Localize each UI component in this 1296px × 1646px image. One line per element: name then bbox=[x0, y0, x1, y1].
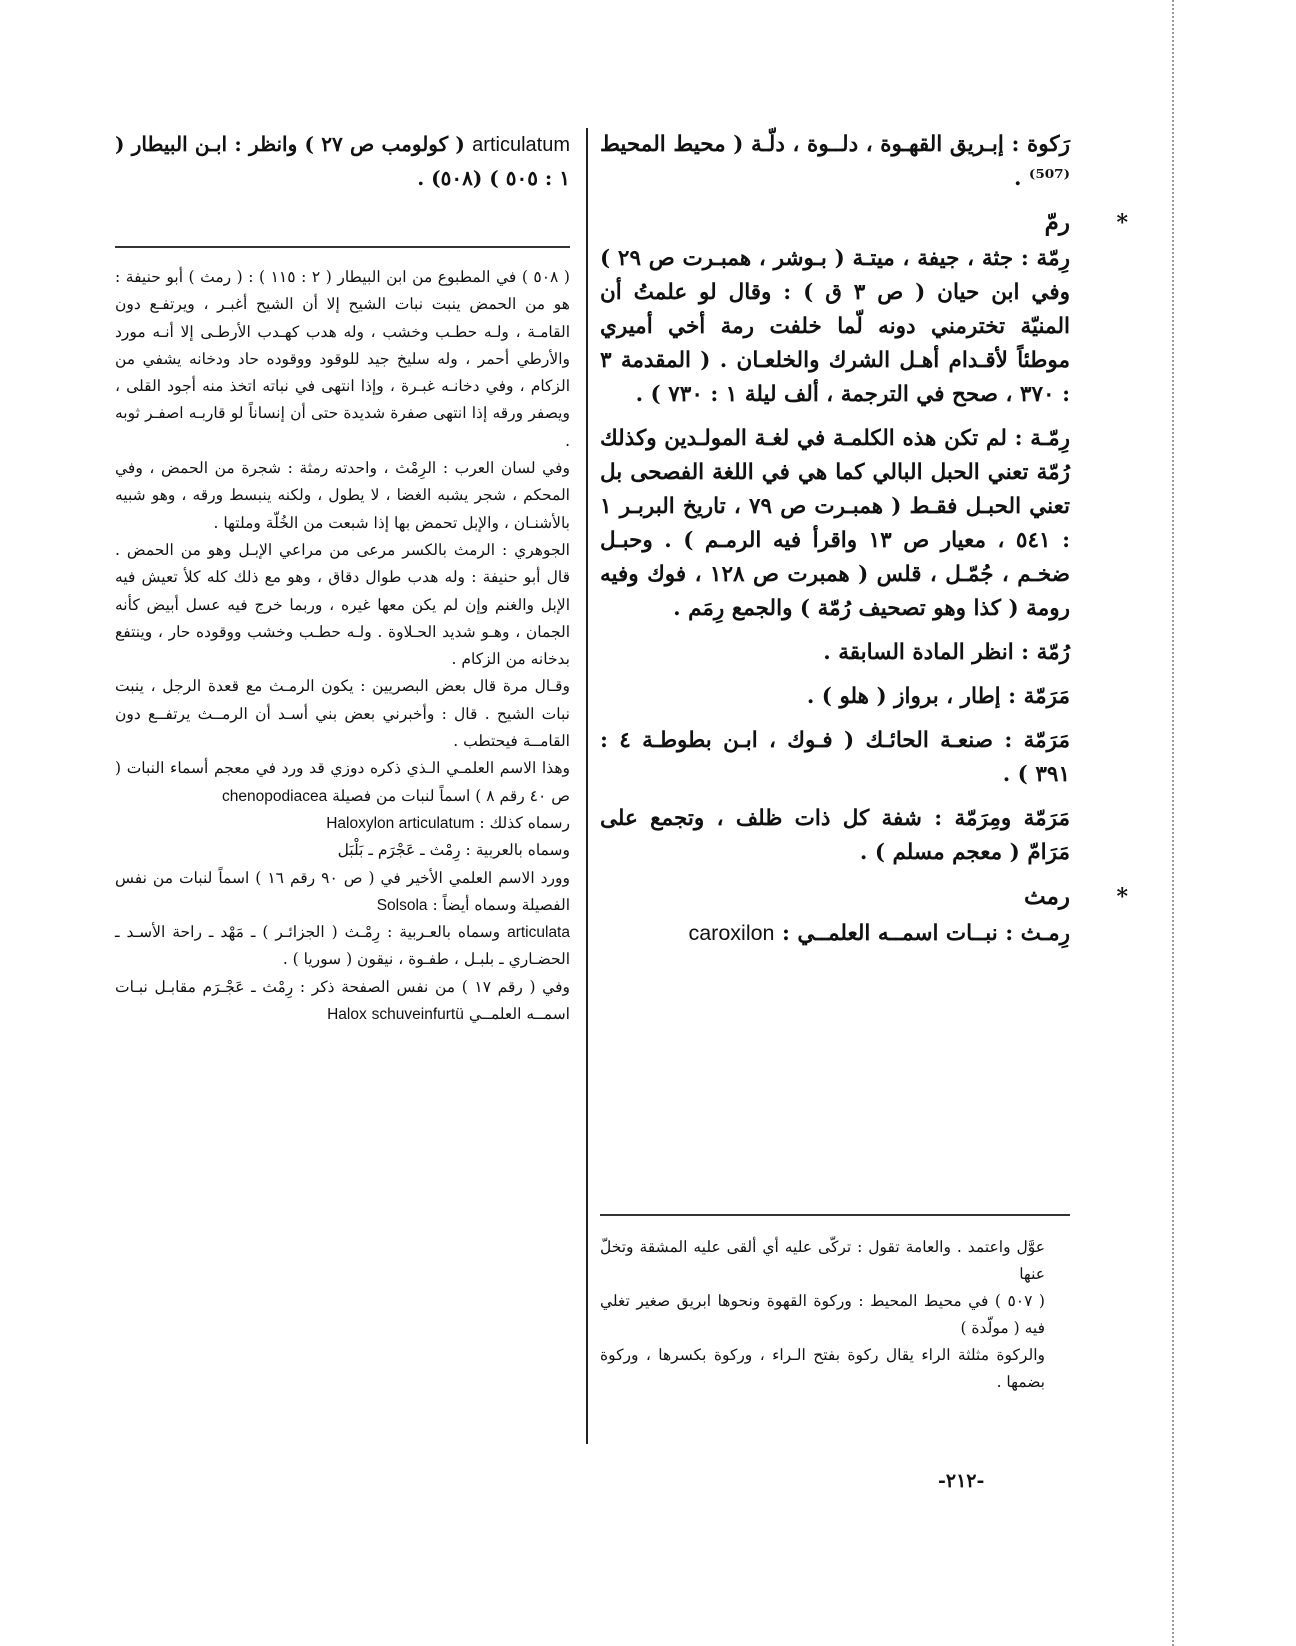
entry-maramma-lip: مَرَمّة ومِرَمّة : شفة كل ذات ظلف ، وتجمع على مَرَامّ ( معجم مسلم ) . bbox=[600, 806, 1070, 865]
footnote-rule-left bbox=[115, 246, 570, 248]
asterisk-icon: * bbox=[1116, 884, 1128, 910]
haloxylon-label: رسماه كذلك : bbox=[479, 813, 570, 832]
footnote-scientific bbox=[115, 755, 570, 810]
heading-rmth-text: رمث bbox=[1023, 883, 1070, 910]
footnote-line: عوَّل واعتمد . والعامة تقول : تركّى عليه أي ألقى عليه المشقة وتخلّ عنها bbox=[600, 1238, 1045, 1283]
entry-maramma-weaver: مَرَمّة : صنعـة الحائـك ( فـوك ، ابـن بطوطـة ٤ : ٣٩١ ) . bbox=[600, 728, 1071, 787]
entry-rimth-latin: caroxilon bbox=[688, 921, 775, 945]
footnote-third bbox=[115, 919, 570, 974]
latin-articulata: articulata bbox=[507, 924, 570, 942]
right-column bbox=[600, 128, 1128, 951]
footnote-haloxylon bbox=[115, 810, 570, 837]
footnote-lisan: وفي لسان العرب : الرِمْث ، واحدته رمثة : شجرة من الحمض ، وفي المحكم ، شجر يشبه الغضا ، لا يطول ، ولكنه ينبسط ورقه ، وهو شبيه بالأشنـان ، والإبل تحمض بها إذا شبعت من الخُلّة وملتها . bbox=[115, 459, 570, 532]
latin-halox: Halox bbox=[327, 1006, 367, 1024]
column-divider bbox=[586, 128, 588, 1444]
entry-rimth-text: رِمـث : نبــات اسمــه العلمــي : bbox=[782, 921, 1070, 946]
asterisk-icon: * bbox=[1116, 210, 1128, 236]
latin-chenopodiacea: chenopodiacea bbox=[222, 787, 328, 805]
page-edge-dots bbox=[1172, 0, 1174, 1646]
footnote-fourth-text: وفي ( رقم ١٧ ) من نفس الصفحة ذكر : رِمْث ـ عَجْـرَم مقابـل نبـات اسمــه العلمــي bbox=[115, 977, 571, 1024]
latin-articulatum: articulatum bbox=[472, 134, 570, 156]
heading-rmth bbox=[600, 880, 1128, 914]
heading-rm bbox=[600, 206, 1128, 240]
footnote-third-text: وسماه بالعـربية : رِمْـث ( الجزائـر ) ـ مَهْد ـ راحة الأسـد ـ الحضـاري ـ بلبـل ، طفـوة ، نيقون ( سوريا ) . bbox=[115, 923, 570, 969]
entry-rumma-see: رُمّة : انظر المادة السابقة . bbox=[823, 640, 1070, 665]
left-footnotes bbox=[115, 264, 570, 1028]
footnote-second bbox=[115, 865, 570, 920]
footnote-fourth bbox=[115, 974, 570, 1029]
entry-rakwa: رَكوة : إبـريق القهـوة ، دلــوة ، دلّـة ( محيط المحيط ⁽⁵⁰⁷⁾ . bbox=[600, 132, 1070, 191]
footnote-rule-right bbox=[600, 1214, 1070, 1216]
entry-rimma: رِمّة : جثة ، جيفة ، ميتـة ( بـوشر ، همبـرت ص ٢٩ ) وفي ابن حيان ( ص ٣ ق ) : وقال لو علمتُ أن المنيّة تخترمني دونه لّما خلفت رمة أخي أميري موطئاً لأقـدام أهـل الشرك والخلعـان . ( المقدمة ٣ : ٣٧٠ ، صحح في الترجمة ، ألف ليلة ١ : ٧٣٠ ) . bbox=[600, 246, 1070, 407]
page-number: -٢١٢- bbox=[938, 1470, 985, 1492]
entry-rumma: رِمّـة : لم تكن هذه الكلمـة في لغـة المولـدين وكذلك رُمّة تعني الحبل البالي كما هي في اللغة الفصحى بل تعني الحبـل فقـط ( همبـرت ص ٧٩ ، تاريخ البربـر ١ : ٥٤١ ، معيار ص ١٣ واقرأ فيه الرمـم ) . وحبـل ضخـم ، جُمّـل ، قلس ( همبرت ص ١٢٨ ، فوك وفيه رومة ( كذا وهو تصحيف رُمّة ) والجمع رِمَم . bbox=[600, 426, 1071, 621]
entry-rimth bbox=[600, 916, 1070, 951]
latin-solsola: Solsola bbox=[376, 896, 428, 914]
footnote-scientific-text: وهذا الاسم العلمـي الـذي ذكره دوزي قد ورد في معجم أسماء النبات ( ص ٤٠ رقم ٨ ) اسماً لنبات من فصيلة bbox=[115, 759, 570, 805]
latin-haloxylon: Haloxylon articulatum bbox=[326, 814, 475, 832]
footnote-arabic-names: وسماه بالعربية : رِمْث ـ عَجْرَم ـ بَلْبَل bbox=[337, 841, 570, 860]
left-top-paragraph bbox=[115, 128, 570, 195]
footnote-basriyin: وقـال مرة قال بعض البصريين : يكون الرمـث مع قعدة الرجل ، ينبت نبات الشيح . قال : وأخبرني بعض بني أسـد أن الرمــث يرتفــع دون القامــة فيحتطب . bbox=[115, 677, 570, 751]
footnote-second-text: وورد الاسم العلمي الأخير في ( ص ٩٠ رقم ١٦ ) اسماً لنبات من نفس الفصيلة وسماه أيضاً : bbox=[115, 868, 570, 914]
right-footnotes bbox=[600, 1234, 1045, 1396]
footnote-line: والركوة مثلثة الراء يقال ركوة بفتح الـراء ، وركوة بكسرها ، وركوة بضمها . bbox=[600, 1346, 1045, 1391]
latin-schuveinfurtu: schuveinfurtü bbox=[371, 1006, 464, 1024]
entry-maramma-frame: مَرَمّة : إطار ، برواز ( هلو ) . bbox=[806, 684, 1070, 709]
footnote-508: ( ٥٠٨ ) في المطبوع من ابن البيطار ( ٢ : ١١٥ ) : ( رمث ) أبو حنيفة : هو من الحمض ينبت نبات الشيح إلا أن الشيح أغبـر ، ويرتفـع دون القامـة ، ولـه حطـب وخشب ، وله هدب كهـدب الأرطـى إلا أنـه مورد والأرطي أحمر ، وله سليخ جيد للوقود ووقوده حاد ودخانه يشفي من الزكام ، وفي دخانـه غبـرة ، وإذا انتهى في نباته اتخذ منه أجود القلى ، ويصفر ورقه إذا انتهى صفرة شديدة حتى أن إنساناً لو قاربـه اصفـر ثوبه . bbox=[115, 268, 570, 450]
left-column-top bbox=[115, 128, 570, 195]
left-top-text: ( كولومب ص ٢٧ ) وانظر : ابـن البيطار ( ١ : ٥٠٥ ) (٥٠٨) . bbox=[115, 132, 570, 190]
footnote-507: ( ٥٠٧ ) في محيط المحيط : وركوة القهوة ونحوها ابريق صغير تغلي فيه ( مولّدة ) bbox=[600, 1292, 1045, 1337]
footnote-jawhari: الجوهري : الرمث بالكسر مرعى من مراعي الإبـل وهو من الحمض . قال أبو حنيفة : وله هدب طوال دقاق ، وهو مع ذلك كله كلأ تعيش فيه الإبل والغنم وإن لم يكن معها غيره ، وربما خرج فيه عسل أبيض كأنه الجمان ، وهـو شديد الحـلاوة . ولـه حطـب وخشب ووقوده حار ، وينتفع بدخانه من الزكام . bbox=[115, 540, 570, 669]
heading-rm-text: رمّ bbox=[1044, 209, 1070, 236]
